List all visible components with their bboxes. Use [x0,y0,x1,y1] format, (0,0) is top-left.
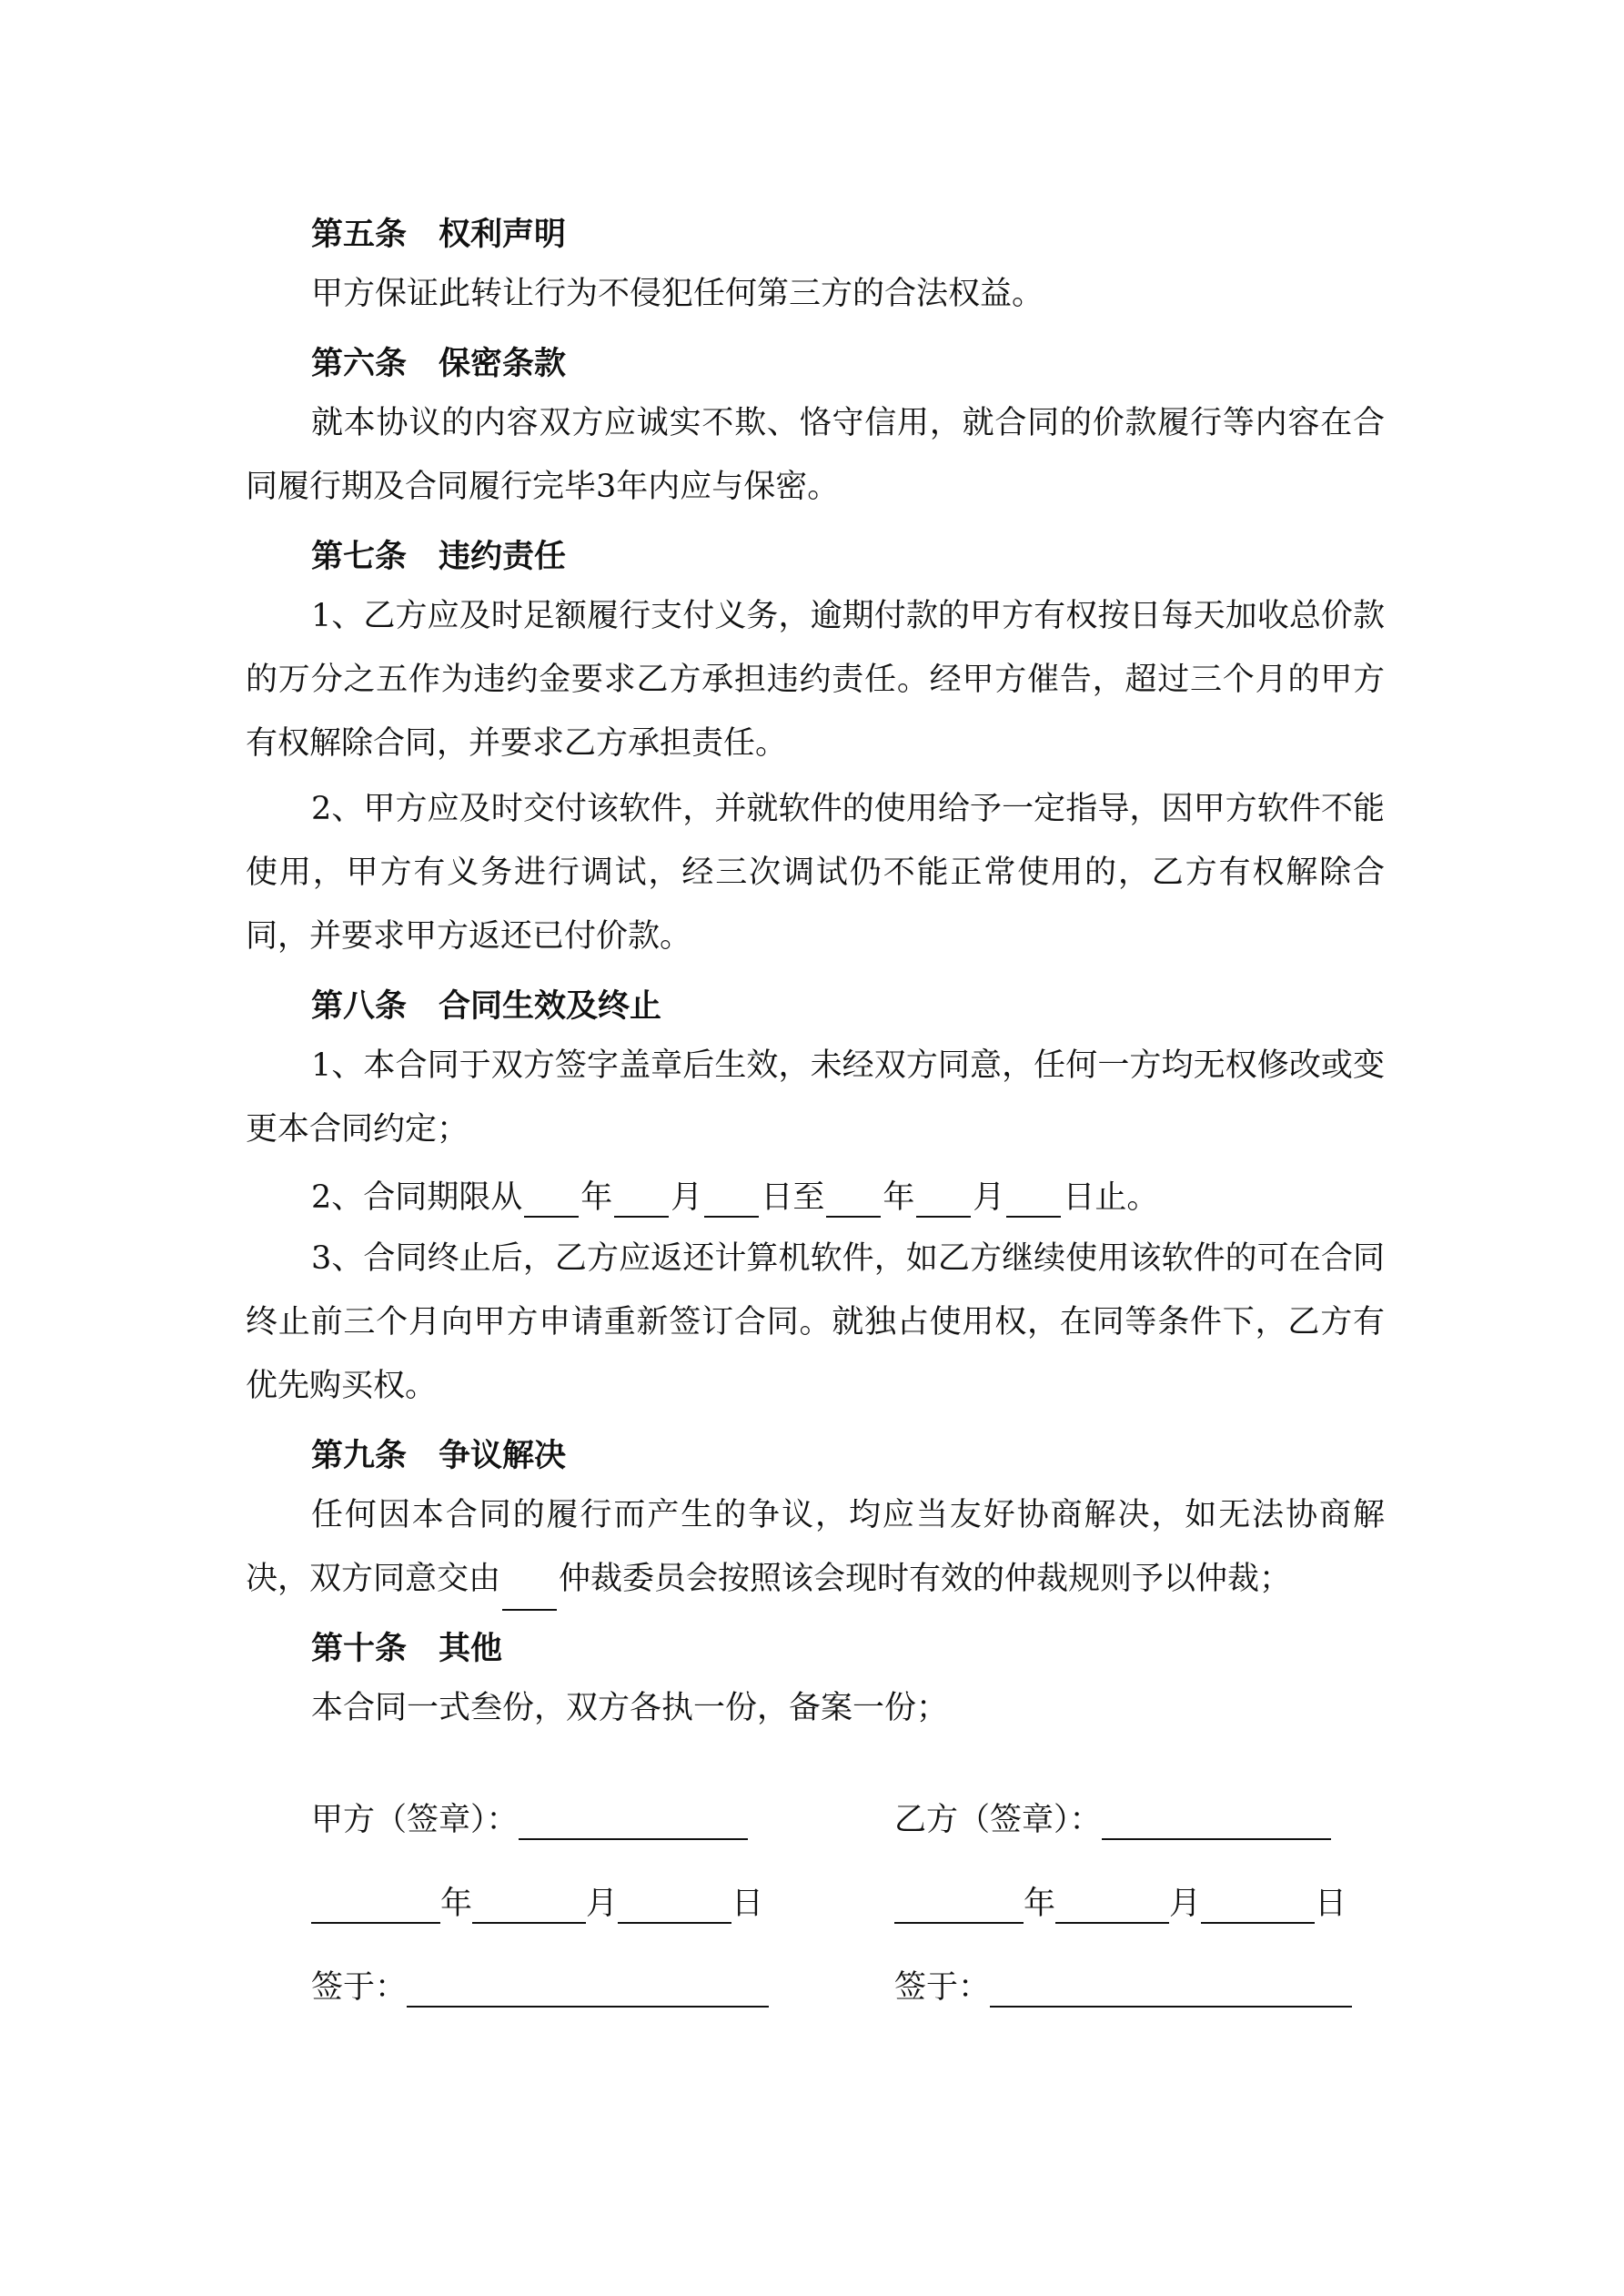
article-9-body [246,1483,1385,1611]
party-a-label: 甲方（签章）： [311,1802,519,1838]
article-8-paragraph-3: 3、合同终止后，乙方应返还计算机软件，如乙方继续使用该软件的可在合同终止前三个月向甲方申请重新签订合同。就独占使用权，在同等条件下，乙方有优先购买权。 [246,1240,1385,1404]
article-6-heading: 第六条 保密条款 [311,346,567,382]
party-a-year-label: 年 [440,1886,473,1922]
start-month-blank[interactable] [614,1185,669,1218]
party-b-year-blank[interactable] [894,1891,1024,1924]
party-a-signature [311,1795,748,1840]
party-b-signed-at [894,1962,1352,2008]
party-a-day-label: 日 [731,1886,764,1922]
party-b-day-label: 日 [1315,1886,1347,1922]
start-day-blank[interactable] [704,1185,759,1218]
party-b-month-label: 月 [1169,1886,1202,1922]
party-b-signed-at-line[interactable] [990,1975,1352,2008]
term-year-label: 年 [580,1179,613,1216]
term-end-month-label: 月 [973,1179,1005,1216]
article-7-paragraph-1: 1、乙方应及时足额履行支付义务，逾期付款的甲方有权按日每天加收总价款的万分之五作为违约金要求乙方承担违约责任。经甲方催告，超过三个月的甲方有权解除合同，并要求乙方承担责任。 [246,598,1385,762]
party-a-signature-line[interactable] [519,1807,748,1840]
term-day-end-label: 日止。 [1063,1179,1159,1216]
article-6-body: 就本协议的内容双方应诚实不欺、恪守信用，就合同的价款履行等内容在合同履行期及合同履行完毕3年内应与保密。 [246,405,1385,505]
end-month-blank[interactable] [916,1185,971,1218]
end-year-blank[interactable] [826,1185,881,1218]
article-9-text-part-2: 仲裁委员会按照该会现时有效的仲裁规则予以仲裁； [559,1561,1292,1597]
article-7-heading: 第七条 违约责任 [311,539,567,575]
party-a-signed-at [311,1962,769,2008]
end-day-blank[interactable] [1006,1185,1061,1218]
arbitration-committee-blank[interactable] [502,1578,557,1611]
party-b-label: 乙方（签章）： [894,1802,1102,1838]
party-b-signature-line[interactable] [1102,1807,1331,1840]
article-9-heading: 第九条 争议解决 [311,1438,567,1474]
party-a-year-blank[interactable] [311,1891,440,1924]
article-5-heading: 第五条 权利声明 [311,217,567,253]
term-day-to-label: 日至 [761,1179,825,1216]
party-b-signed-at-label: 签于： [894,1969,991,2006]
party-a-month-blank[interactable] [472,1891,586,1924]
party-a-signed-at-label: 签于： [311,1969,408,2006]
party-b-day-blank[interactable] [1201,1891,1315,1924]
term-prefix: 2、合同期限从 [311,1179,523,1216]
article-8-paragraph-1: 1、本合同于双方签字盖章后生效，未经双方同意，任何一方均无权修改或变更本合同约定； [246,1047,1385,1148]
party-a-signed-at-line[interactable] [407,1975,769,2008]
party-a-month-label: 月 [586,1886,619,1922]
article-5-body: 甲方保证此转让行为不侵犯任何第三方的合法权益。 [311,276,1044,312]
article-10-body: 本合同一式叁份，双方各执一份，备案一份； [311,1690,949,1726]
article-10-heading: 第十条 其他 [311,1631,503,1667]
term-end-year-label: 年 [883,1179,915,1216]
article-9-text-part-1: 任何因本合同的履行而产生的争议，均应当友好协商解决，如无法协商解决，双方同意交由 [246,1497,1385,1597]
party-b-date [894,1878,1347,1924]
article-8-heading: 第八条 合同生效及终止 [311,988,662,1025]
article-8-paragraph-2 [311,1172,1158,1218]
term-month-label: 月 [671,1179,703,1216]
party-b-signature [894,1795,1331,1840]
party-b-month-blank[interactable] [1055,1891,1169,1924]
article-7-paragraph-2: 2、甲方应及时交付该软件，并就软件的使用给予一定指导，因甲方软件不能使用，甲方有义务进行调试，经三次调试仍不能正常使用的，乙方有权解除合同，并要求甲方返还已付价款。 [246,791,1385,955]
party-a-day-blank[interactable] [618,1891,731,1924]
start-year-blank[interactable] [524,1185,579,1218]
party-b-year-label: 年 [1024,1886,1056,1922]
party-a-date [311,1878,763,1924]
